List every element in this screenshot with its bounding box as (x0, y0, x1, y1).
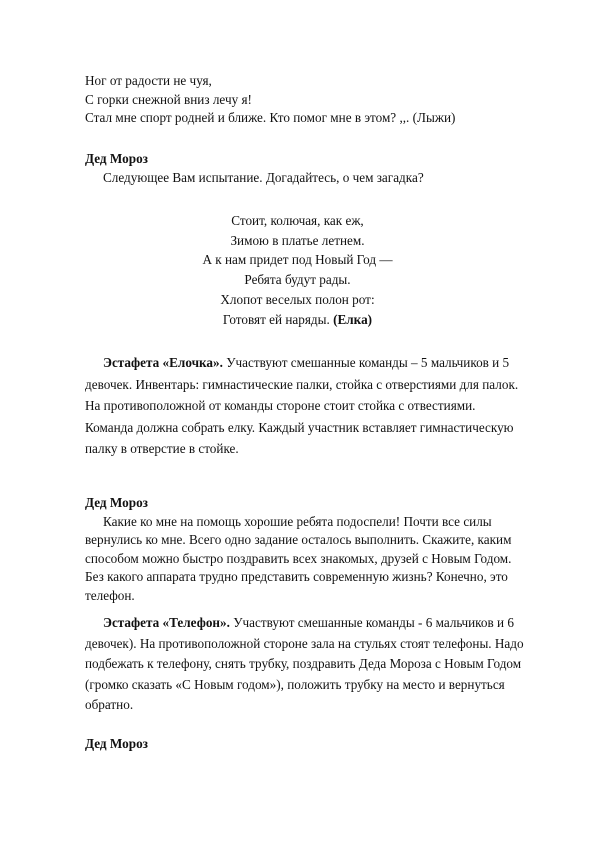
riddle-line (85, 310, 510, 330)
riddle-line: Зимою в платье летнем. (230, 232, 365, 248)
speaker-line: Без какого аппарата трудно представить современную жизнь? Конечно, это (85, 569, 508, 584)
riddle-line: А к нам придет под Новый Год — (202, 252, 393, 268)
relay-text: Участвуют смешанные команды - 6 мальчиков и 6 (229, 615, 514, 630)
riddle-line: Ребята будут рады. (244, 272, 351, 288)
intro-poem (85, 72, 555, 128)
speaker-heading: Дед Мороз (85, 736, 148, 751)
relay-telefon (85, 613, 555, 716)
relay-title: Эстафета «Елочка». (103, 355, 223, 370)
speaker-heading: Дед Мороз (85, 495, 148, 510)
relay-first-line (85, 613, 555, 634)
relay-line: подбежать к телефону, снять трубку, поздравить Деда Мороза с Новым Годом (85, 656, 522, 671)
relay-text: Участвуют смешанные команды – 5 мальчиков и 5 (222, 355, 510, 370)
speaker-line: Какие ко мне на помощь хорошие ребята подоспели! Почти все силы (103, 513, 492, 529)
riddle-answer: (Елка) (333, 311, 373, 327)
poem-line: Стал мне спорт родней и ближе. Кто помог мне в этом? ,,. (Лыжи) (85, 110, 456, 125)
relay-line: девочек. Инвентарь: гимнастические палки, стойка с отверстиями для палок. (85, 376, 519, 392)
section-2 (85, 494, 555, 605)
relay-title: Эстафета «Телефон». (103, 615, 230, 630)
relay-elochka (85, 352, 555, 460)
speaker-line: телефон. (85, 587, 135, 603)
relay-first-line (85, 352, 555, 374)
riddle-line-text: Готовят ей наряды. (222, 311, 330, 327)
relay-line: (громко сказать «С Новым годом»), положить трубку на место и вернуться (85, 676, 505, 692)
poem-line: С горки снежной вниз лечу я! (85, 91, 252, 107)
speaker-line: вернулись ко мне. Всего одно задание осталось выполнить. Скажите, каким (85, 532, 512, 547)
poem-line: Ног от радости не чуя, (85, 73, 212, 88)
relay-line: девочек). На противоположной стороне зала на стульях стоят телефоны. Надо (85, 635, 524, 651)
riddle-line: Хлопот веселых полон рот: (220, 291, 375, 307)
relay-line: На противоположной от команды стороне стоит стойка с отвестиями. (85, 398, 476, 414)
speaker-line: способом можно быстро поздравить всех знакомых, друзей с Новым Годом. (85, 550, 512, 566)
relay-line: Команда должна собрать елку. Каждый участник вставляет гимнастическую (85, 419, 514, 435)
speaker-line: Следующее Вам испытание. Догадайтесь, о чем загадка? (103, 169, 424, 185)
section-1 (85, 150, 555, 187)
relay-line: обратно. (85, 697, 134, 712)
speaker-heading: Дед Мороз (85, 151, 148, 166)
section-3 (85, 735, 555, 754)
riddle-poem (85, 211, 510, 329)
riddle-line: Стоит, колючая, как еж, (231, 213, 364, 228)
relay-line: палку в отверстие в стойке. (85, 441, 239, 457)
